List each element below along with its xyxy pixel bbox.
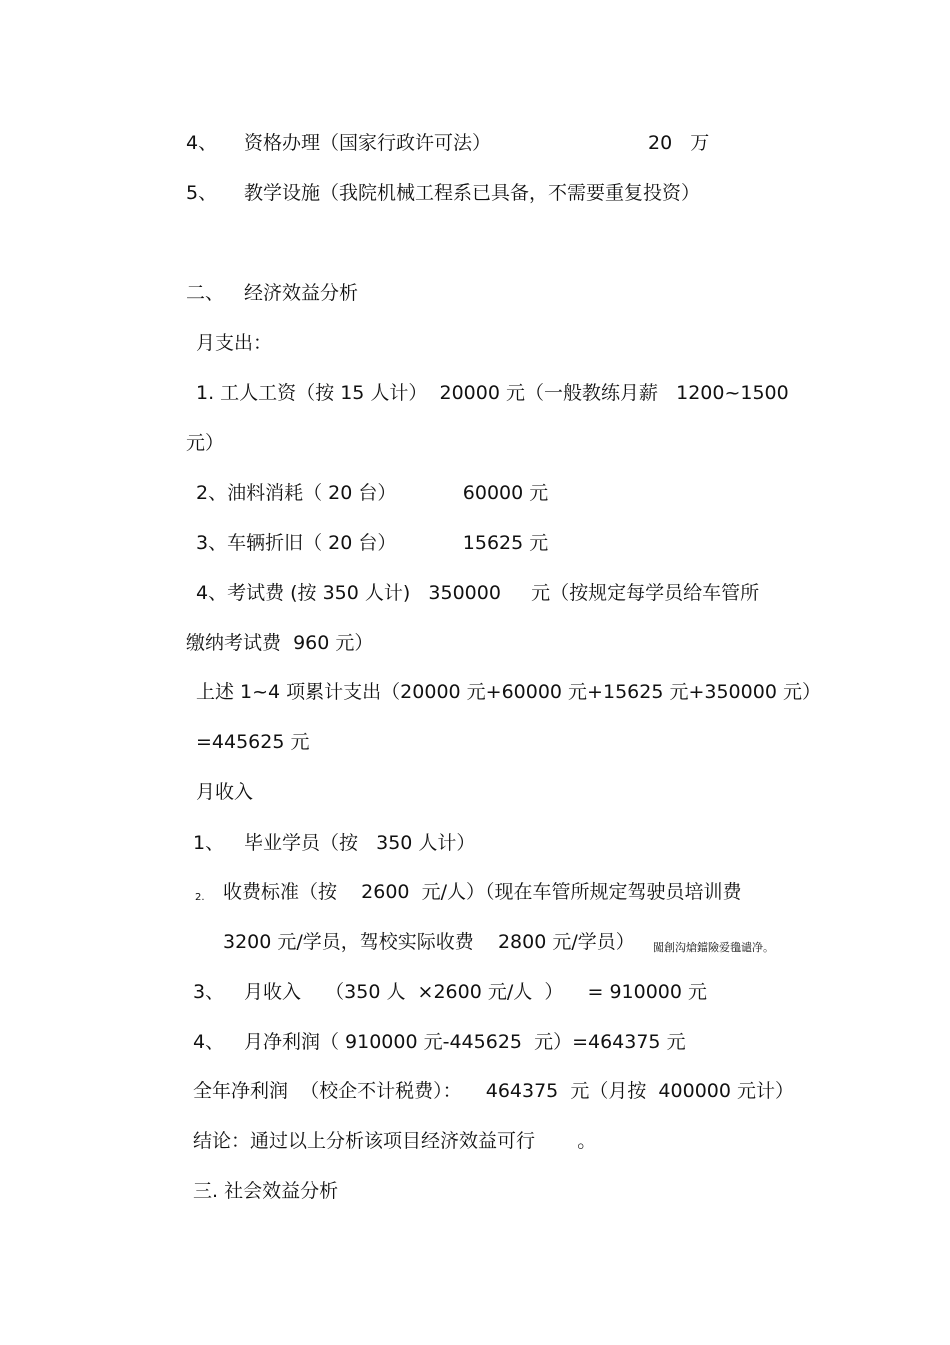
- expense-exam-fee: 4、考试费 (按 350 人计) 350000 元（按规定每学员给车管所: [196, 582, 760, 604]
- item-number: 4、: [186, 132, 218, 154]
- expense-wages-cont: 元）: [186, 432, 225, 454]
- income-fee-standard-cont: 3200 元/学员，驾校实际收费 2800 元/学员）: [223, 931, 635, 953]
- cost-item-facilities: 教学设施（我院机械工程系已具备，不需要重复投资）: [244, 182, 701, 204]
- expense-total: 上述 1~4 项累计支出（20000 元+60000 元+15625 元+350000 元）: [196, 681, 821, 703]
- item-number: 2.: [195, 892, 205, 903]
- expense-total-result: =445625 元: [196, 731, 310, 753]
- item-number: 5、: [186, 182, 218, 204]
- expense-wages: 1. 工人工资（按 15 人计） 20000 元（一般教练月薪 1200~1500: [196, 382, 789, 404]
- annual-net-profit: 全年净利润 （校企不计税费）： 464375 元（月按 400000 元计）: [193, 1080, 794, 1102]
- expense-exam-fee-cont: 缴纳考试费 960 元）: [186, 632, 374, 654]
- item-number: 4、: [193, 1031, 225, 1053]
- income-fee-standard: 收费标准（按 2600 元/人）（现在车管所规定驾驶员培训费: [223, 881, 742, 903]
- subheading-monthly-income: 月收入: [196, 781, 254, 803]
- income-monthly: 月收入 （350 人 ×2600 元/人 ） = 910000 元: [244, 981, 708, 1003]
- subheading-monthly-expense: 月支出：: [196, 332, 273, 354]
- garbled-note: 闖創沟熗鐺險爱氇谴净。: [653, 941, 774, 954]
- expense-fuel: 2、油料消耗（ 20 台） 60000 元: [196, 482, 549, 504]
- expense-depreciation: 3、车辆折旧（ 20 台） 15625 元: [196, 532, 549, 554]
- cost-item-qualification: 资格办理（国家行政许可法）: [244, 132, 492, 154]
- item-number: 3、: [193, 981, 225, 1003]
- cost-amount: 20 万: [648, 132, 710, 154]
- income-students: 毕业学员（按 350 人计）: [244, 832, 476, 854]
- section-heading-social: 三. 社会效益分析: [193, 1180, 339, 1202]
- section-heading-economic: 经济效益分析: [244, 282, 359, 304]
- section-number: 二、: [186, 282, 225, 304]
- income-net-profit: 月净利润（ 910000 元-445625 元）=464375 元: [244, 1031, 686, 1053]
- item-number: 1、: [193, 832, 225, 854]
- conclusion: 结论：通过以上分析该项目经济效益可行 。: [193, 1130, 597, 1152]
